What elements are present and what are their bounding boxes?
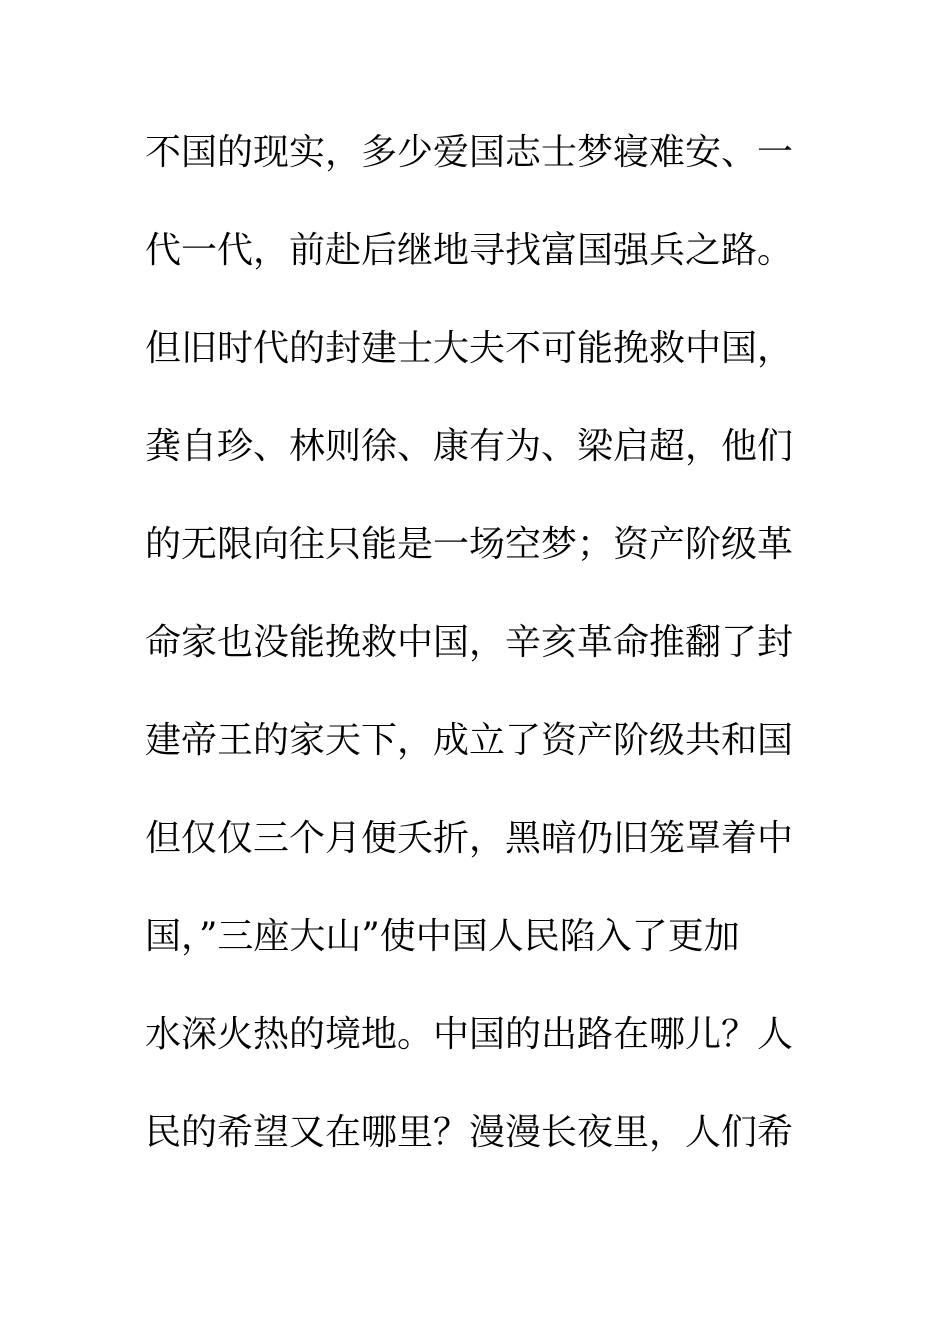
text-line: 的无限向往只能是一场空梦；资产阶级革	[145, 524, 794, 565]
text-line: 代一代，前赴后继地寻找富国强兵之路。	[145, 230, 794, 271]
text-line: 龚自珍、林则徐、康有为、梁启超，他们	[145, 426, 794, 467]
text-line: 国，”三座大山”使中国人民陷入了更加	[145, 916, 740, 957]
text-line: 民的希望又在哪里？漫漫长夜里，人们希	[145, 1112, 794, 1153]
text-line: 但仅仅三个月便夭折，黑暗仍旧笼罩着中	[145, 818, 794, 859]
text-line: 不国的现实，多少爱国志士梦寝难安、一	[145, 132, 794, 173]
text-line: 建帝王的家天下，成立了资产阶级共和国	[145, 720, 794, 761]
text-line: 命家也没能挽救中国，辛亥革命推翻了封	[145, 622, 794, 663]
body-text	[145, 120, 815, 1198]
text-line: 水深火热的境地。中国的出路在哪儿？人	[145, 1014, 794, 1055]
text-line: 但旧时代的封建士大夫不可能挽救中国，	[145, 328, 794, 369]
